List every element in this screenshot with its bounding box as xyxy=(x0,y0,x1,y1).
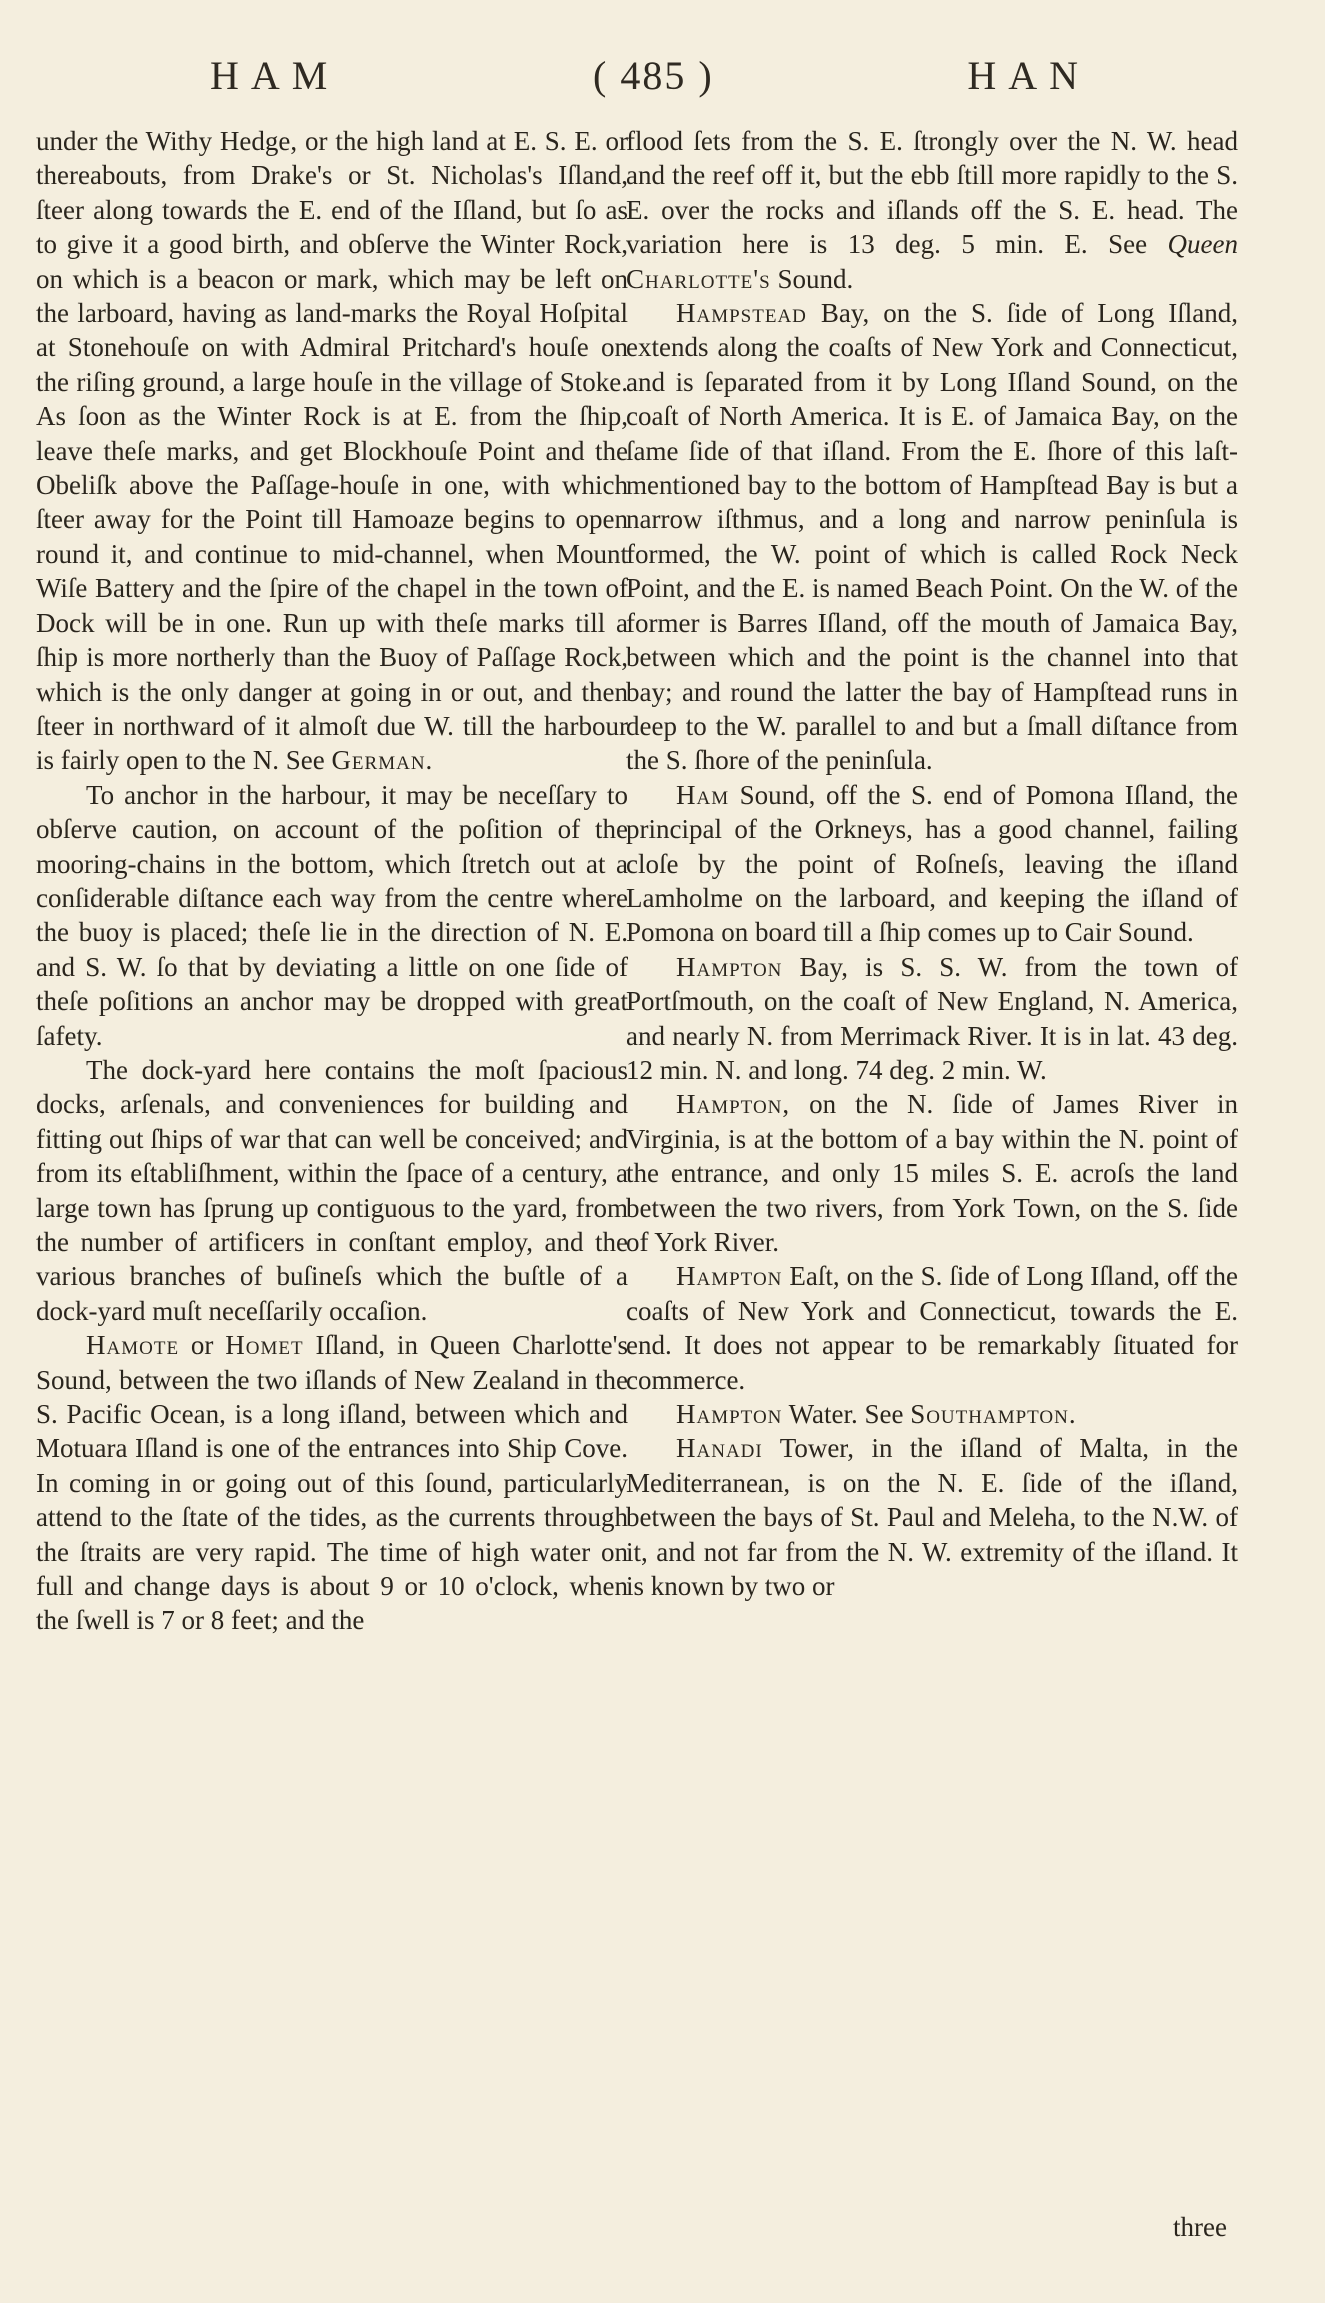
paragraph-anchoring xyxy=(36,778,628,1053)
paragraph-text: flood ſets from the S. E. ſtrongly over the N. W. head and the reef off it, but the ebb ſtill more rapidly to the S. E. over the rocks and iſlands off the S. E. head. The variation here is 13 deg. 5 min. E. See xyxy=(626,126,1238,260)
entry-ham-sound xyxy=(626,778,1238,950)
header-left-word: HAM xyxy=(210,53,340,98)
entry-headword: Ham xyxy=(676,779,730,810)
entry-text: Bay, is S. S. W. from the town of Portſmouth, on the coaſt of New England, N. America, and nearly N. from Merrimack River. It is in lat. 43 deg. 12 min. N. and long. 74 deg. 2 min. W. xyxy=(626,951,1238,1085)
paragraph-plymouth-directions xyxy=(36,124,628,778)
paragraph-text: To anchor in the harbour, it may be neceſſary to obſerve caution, on account of the poſition of the mooring-chains in the bottom, which ſtretch out at a conſiderable diſtance each way from the centre where the buoy is placed; theſe lie in the direction of N. E. and S. W. ſo that by deviating a little on one ſide of theſe poſitions an anchor may be dropped with great ſafety. xyxy=(36,779,628,1051)
paragraph-dock-yard xyxy=(36,1053,628,1328)
paragraph-continued xyxy=(626,124,1238,296)
cross-reference-italic: Queen xyxy=(1167,229,1238,260)
entry-hanadi-tower xyxy=(626,1431,1238,1603)
page-number: ( 485 ) xyxy=(593,53,714,98)
paragraph-text: under the Withy Hedge, or the high land at E. S. E. or thereabouts, from Drake's or St. Nicholas's Iſland, ſteer along towards the E. end of the Iſland, but ſo as to give it a good birth, and obſerve the Winter Rock, on which is a beacon or mark, which may be left on the larboard, having as land-marks the Royal Hoſpital at Stonehouſe on with Admiral Pritchard's houſe on the riſing ground, a large houſe in the village of Stoke. As ſoon as the Winter Rock is at E. from the ſhip, leave theſe marks, and get Blockhouſe Point and the Obeliſk above the Paſſage-houſe in one, with which ſteer away for the Point till Hamoaze begins to open round it, and continue to mid-channel, when Mount Wiſe Battery and the ſpire of the chapel in the town of Dock will be in one. Run up with theſe marks till a ſhip is more northerly than the Buoy of Paſſage Rock, which is the only danger at going in or out, and then ſteer in northward of it almoſt due W. till the harbour is fairly open to the N. See xyxy=(36,126,628,776)
right-column xyxy=(626,124,1238,1603)
entry-headword-alt: Homet xyxy=(225,1330,304,1361)
entry-connector: or xyxy=(190,1330,214,1361)
entry-headword: Hampstead xyxy=(676,298,807,329)
catchword: three xyxy=(1173,2212,1227,2242)
entry-text: Water. See xyxy=(788,1399,904,1430)
entry-text: Tower, in the iſland of Malta, in the Mediterranean, is on the N. E. ſide of the iſland, between the bays of St. Paul and Meleha, to the N.W. of it, and not far from the N. W. extremity of the iſland. It is known by two or xyxy=(626,1433,1238,1602)
entry-text: Sound, off the S. end of Pomona Iſland, the principal of the Orkneys, has a good channel, failing cloſe by the point of Roſneſs, leaving the iſland Lamholme on the larboard, and keeping the iſland of Pomona on board till a ſhip comes up to Cair Sound. xyxy=(626,779,1239,948)
entry-text: on the N. ſide of James River in Virginia, is at the bottom of a bay within the N. point of the entrance, and only 15 miles S. E. acroſs the land between the two rivers, from York Town, on the S. ſide of York River. xyxy=(626,1089,1239,1257)
entry-hampton-virginia xyxy=(626,1087,1238,1259)
left-column xyxy=(36,124,628,1638)
entry-headword: Hampton xyxy=(676,1399,783,1430)
entry-text: Bay, on the S. ſide of Long Iſland, extends along the coaſts of New York and Connecticut, and is ſeparated from it by Long Iſland Sound, on the coaſt of North America. It is E. of Jamaica Bay, on the ſame ſide of that iſland. From the E. ſhore of this laſt-mentioned bay to the bottom of Hampſtead Bay is but a narrow iſthmus, and a long and narrow peninſula is formed, the W. point of which is called Rock Neck Point, and the E. is named Beach Point. On the W. of the former is Barres Iſland, off the mouth of Jamaica Bay, between which and the point is the channel into that bay; and round the latter the bay of Hampſtead runs in deep to the W. parallel to and but a ſmall diſtance from the S. ſhore of the peninſula. xyxy=(626,298,1238,776)
entry-hamote-island xyxy=(36,1328,628,1638)
cross-reference: Charlotte's xyxy=(626,263,771,294)
entry-hampton-bay xyxy=(626,950,1238,1088)
cross-reference-end: Sound. xyxy=(777,263,854,294)
entry-hampton-east xyxy=(626,1259,1238,1397)
entry-headword: Hanadi xyxy=(676,1433,763,1464)
cross-reference: Southampton. xyxy=(910,1399,1077,1430)
entry-headword: Hampton xyxy=(676,951,783,982)
running-header xyxy=(210,52,1090,100)
entry-headword: Hamote xyxy=(86,1330,180,1361)
header-right-word: HAN xyxy=(967,53,1090,98)
paragraph-text: The dock-yard here contains the moſt ſpacious docks, arſenals, and conveniences for building and fitting out ſhips of war that can well be conceived; and from its eſtabliſhment, within the ſpace of a century, a large town has ſprung up contiguous to the yard, from the number of artificers in conſtant employ, and the various branches of buſineſs which the buſtle of a dock-yard muſt neceſſarily occaſion. xyxy=(36,1054,628,1326)
entry-hampton-water xyxy=(626,1397,1238,1431)
entry-headword: Hampton xyxy=(676,1261,783,1292)
entry-headword: Hampton, xyxy=(676,1089,791,1120)
entry-text: Eaſt, on the S. ſide of Long Iſland, off the coaſts of New York and Connecticut, towards the E. end. It does not appear to be remarkably ſituated for commerce. xyxy=(626,1261,1238,1395)
entry-hampstead-bay xyxy=(626,296,1238,778)
entry-text: Iſland, in Queen Charlotte's Sound, between the two iſlands of New Zealand in the S. Pacific Ocean, is a long iſland, between which and Motuara Iſland is one of the entrances into Ship Cove. In coming in or going out of this ſound, particularly attend to the ſtate of the tides, as the currents through the ſtraits are very rapid. The time of high water on full and change days is about 9 or 10 o'clock, when the ſwell is 7 or 8 feet; and the xyxy=(36,1330,629,1636)
cross-reference: German. xyxy=(331,745,434,776)
